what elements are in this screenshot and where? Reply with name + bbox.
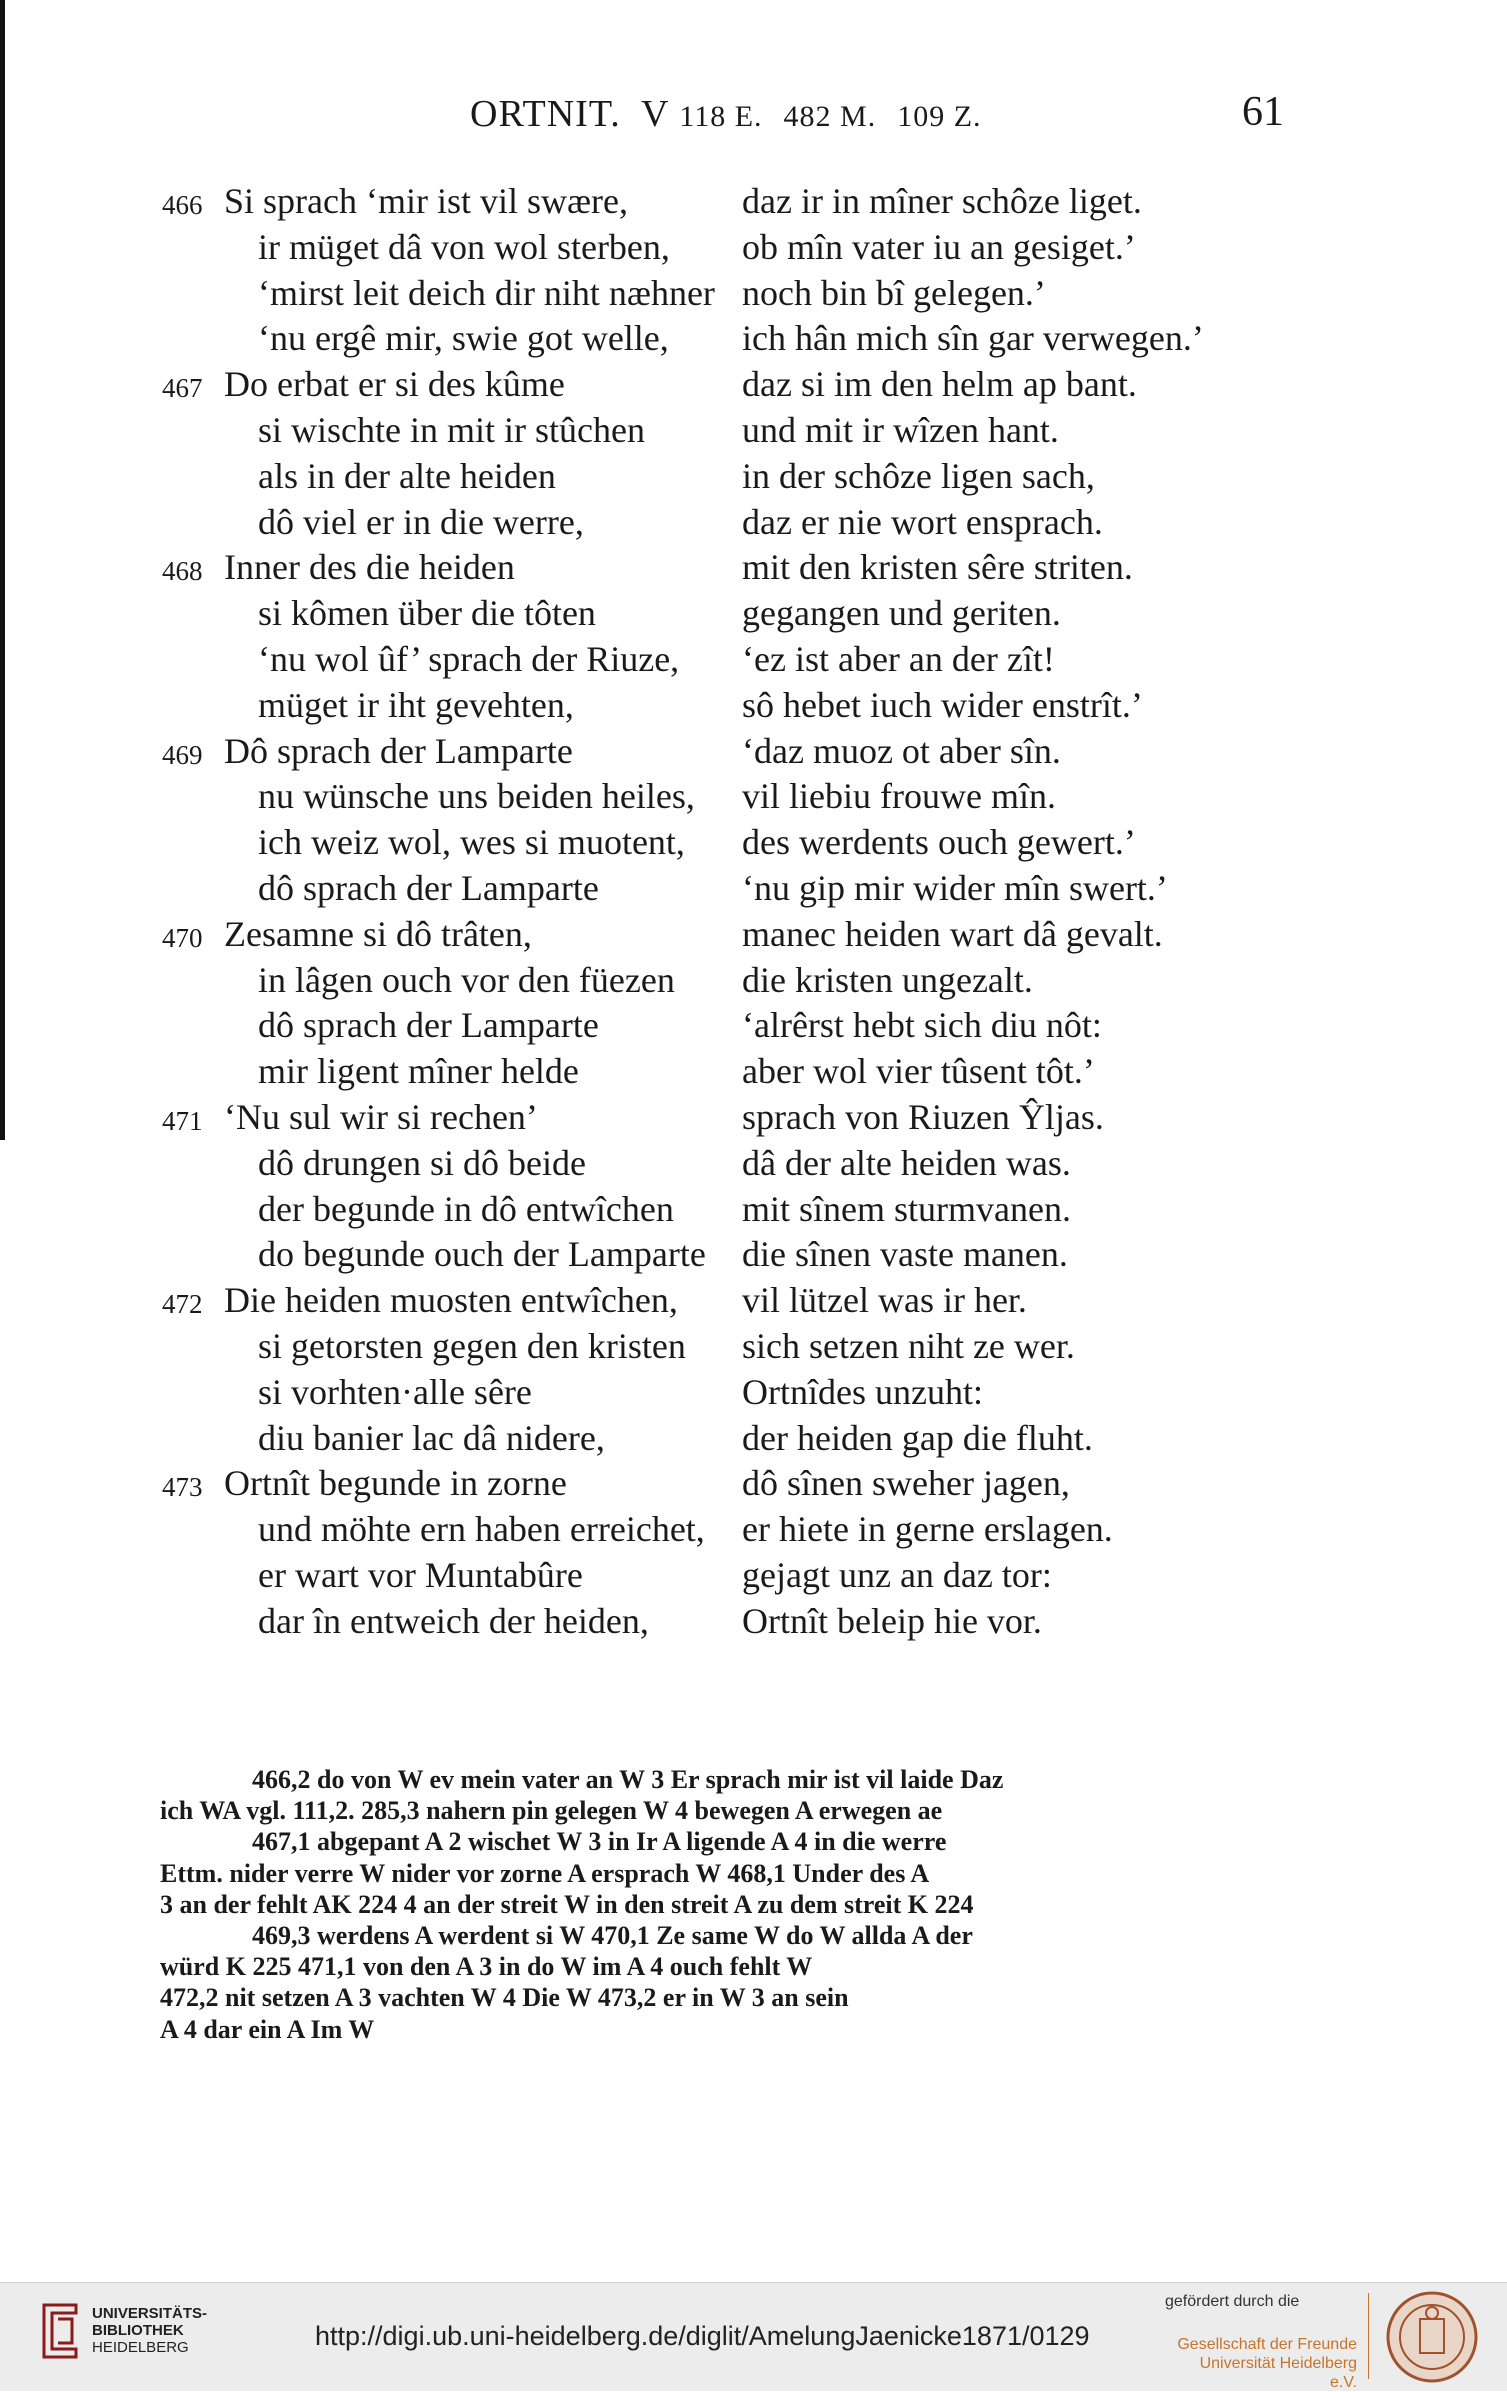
verse-second-half: in der schôze ligen sach, [742,455,1095,496]
stanza-number: 466 [162,190,203,220]
verse-line [0,1460,1507,1506]
library-name-line1: UNIVERSITÄTS- [92,2305,208,2322]
verse-line [0,682,1507,728]
apparatus-line: 467,1 abgepant A 2 wischet W 3 in Ir A ligende A 4 in die werre [252,1827,947,1857]
verse-first-half: ‘nu wol ûf’ sprach der Riuze, [258,638,680,679]
verse-first-half: in lâgen ouch vor den füezen [258,959,675,1000]
verse-second-half: ‘daz muoz ot aber sîn. [742,730,1061,771]
verse-line [0,1277,1507,1323]
apparatus-line: ich WA vgl. 111,2. 285,3 nahern pin gelegen W 4 bewegen A erwegen ae [160,1796,943,1826]
verse-line [0,1415,1507,1461]
library-logo-icon [38,2301,82,2361]
verse-second-half: daz ir in mîner schôze liget. [742,181,1142,221]
apparatus-line: würd K 225 471,1 von den A 3 in do W im A 4 ouch fehlt W [160,1952,813,1982]
stanza-number: 470 [162,922,203,953]
verse-line [0,1323,1507,1369]
verse-first-half: si kômen über die tôten [258,593,596,634]
verse-first-half: si wischte in mit ir stûchen [258,409,645,450]
verse-first-half: Zesamne si dô trâten, [224,913,532,954]
verse-second-half: aber wol vier tûsent tôt.’ [742,1051,1095,1092]
verse-second-half: sich setzen niht ze wer. [742,1325,1075,1366]
verse-second-half: der heiden gap die fluht. [742,1417,1093,1458]
verse-line [0,1506,1507,1552]
stanza-number: 468 [162,556,203,587]
apparatus-line: Ettm. nider verre W nider vor zorne A ersprach W 468,1 Under des A [160,1858,930,1888]
verse-block [0,178,1507,1644]
apparatus-line: 469,3 werdens A werdent si W 470,1 Ze same W do W allda A der [252,1921,973,1951]
verse-first-half: dô sprach der Lamparte [258,1005,599,1046]
verse-line [0,911,1507,957]
library-name-line2: BIBLIOTHEK [92,2322,184,2339]
verse-first-half: Die heiden muosten entwîchen, [224,1280,678,1321]
verse-line [0,453,1507,499]
verse-second-half: und mit ir wîzen hant. [742,409,1059,450]
verse-second-half: noch bin bî gelegen.’ [742,272,1046,313]
ref-m: 482 M. [783,100,877,133]
verse-second-half: ‘nu gip mir wider mîn swert.’ [742,867,1168,908]
verse-line [0,590,1507,636]
verse-first-half: ich weiz wol, wes si muotent, [258,822,685,863]
ref-v: V [641,93,669,135]
verse-first-half: er wart vor Muntabûre [258,1554,583,1595]
verse-line [0,773,1507,819]
verse-first-half: Do erbat er si des kûme [224,364,565,405]
verse-line [0,1598,1507,1644]
verse-line [0,1552,1507,1598]
verse-line [0,178,1507,224]
sponsor-name-line2: Universität Heidelberg e.V. [1199,2355,1357,2391]
verse-line [0,1231,1507,1277]
verse-second-half: ‘ez ist aber an der zît! [742,638,1055,679]
verse-second-half: sprach von Riuzen Ŷljas. [742,1096,1104,1137]
stanza-number: 473 [162,1472,203,1503]
sponsor-divider [1368,2293,1369,2379]
ref-e: 118 E. [679,100,763,133]
verse-second-half: die sînen vaste manen. [742,1234,1068,1275]
verse-first-half: ‘nu ergê mir, swie got welle, [258,318,669,359]
permalink-link[interactable]: http://digi.ub.uni-heidelberg.de/diglit/AmelungJaenicke1871/0129 [315,2321,1090,2351]
verse-second-half: Ortnîdes unzuht: [742,1371,983,1412]
apparatus-line: 466,2 do von W ev mein vater an W 3 Er sprach mir ist vil laide Daz [252,1765,1004,1794]
apparatus-line: 472,2 nit setzen A 3 vachten W 4 Die W 473,2 er in W 3 an sein [160,1983,849,2013]
verse-first-half: der begunde in dô entwîchen [258,1188,674,1229]
verse-line [0,361,1507,407]
verse-first-half: Inner des die heiden [224,547,515,588]
digitization-footer [0,2282,1507,2391]
verse-first-half: ir müget dâ von wol sterben, [258,226,670,267]
verse-second-half: ob mîn vater iu an gesiget.’ [742,226,1136,267]
verse-first-half: diu banier lac dâ nidere, [258,1417,605,1458]
verse-line [0,636,1507,682]
verse-second-half: gegangen und geriten. [742,593,1061,634]
verse-second-half: die kristen ungezalt. [742,959,1033,1000]
verse-line [0,819,1507,865]
running-head [470,92,982,136]
verse-first-half: do begunde ouch der Lamparte [258,1234,706,1275]
verse-line [0,957,1507,1003]
verse-line [0,499,1507,545]
verse-second-half: ich hân mich sîn gar verwegen.’ [742,318,1204,359]
verse-first-half: dô sprach der Lamparte [258,867,599,908]
verse-second-half: vil liebiu frouwe mîn. [742,776,1056,817]
verse-first-half: und möhte ern haben erreichet, [258,1509,705,1550]
stanza-number: 472 [162,1289,203,1320]
verse-first-half: si vorhten·alle sêre [258,1371,532,1412]
verse-line [0,1002,1507,1048]
ref-z: 109 Z. [897,100,982,133]
verse-line [0,270,1507,316]
apparatus-line: 3 an der fehlt AK 224 4 an der streit W in den streit A zu dem streit K 224 [160,1889,974,1919]
verse-line [0,865,1507,911]
verse-first-half: dô drungen si dô beide [258,1142,586,1183]
verse-second-half: vil lützel was ir her. [742,1280,1027,1321]
verse-line [0,1186,1507,1232]
sponsor-name [1175,2335,1357,2392]
critical-apparatus [160,1764,1278,2045]
library-name-line3: HEIDELBERG [92,2339,189,2356]
verse-second-half: des werdents ouch gewert.’ [742,822,1136,863]
library-name [92,2305,207,2356]
verse-line [0,544,1507,590]
apparatus-line: A 4 dar ein A Im W [160,2014,375,2044]
verse-line [0,1369,1507,1415]
verse-first-half: Ortnît begunde in zorne [224,1463,567,1504]
verse-first-half: als in der alte heiden [258,455,556,496]
verse-second-half: dô sînen sweher jagen, [742,1463,1070,1504]
verse-line [0,224,1507,270]
verse-first-half: nu wünsche uns beiden heiles, [258,776,695,817]
verse-second-half: Ortnît beleip hie vor. [742,1600,1042,1641]
verse-second-half: mit sînem sturmvanen. [742,1188,1071,1229]
verse-first-half: si getorsten gegen den kristen [258,1325,686,1366]
sponsor-name-line1: Gesellschaft der Freunde [1177,2336,1357,2353]
work-title: ORTNIT. [470,93,621,135]
verse-second-half: manec heiden wart dâ gevalt. [742,913,1163,954]
verse-first-half: mir ligent mîner helde [258,1051,579,1092]
verse-first-half: ‘mirst leit deich dir niht næhner [258,272,715,313]
stanza-number: 471 [162,1105,203,1136]
verse-line [0,1048,1507,1094]
verse-second-half: sô hebet iuch wider enstrît.’ [742,684,1143,725]
verse-first-half: müget ir iht gevehten, [258,684,574,725]
verse-second-half: mit den kristen sêre striten. [742,547,1133,588]
stanza-number: 467 [162,373,203,404]
verse-second-half: gejagt unz an daz tor: [742,1554,1052,1595]
verse-second-half: dâ der alte heiden was. [742,1142,1071,1183]
verse-first-half: dar în entweich der heiden, [258,1600,649,1641]
verse-line [0,728,1507,774]
verse-line [0,315,1507,361]
university-seal-icon [1384,2289,1480,2385]
verse-first-half: ‘Nu sul wir si rechen’ [224,1096,538,1137]
verse-second-half: daz er nie wort ensprach. [742,501,1103,542]
verse-first-half: dô viel er in die werre, [258,501,584,542]
verse-line [0,407,1507,453]
verse-line [0,1094,1507,1140]
stanza-number: 469 [162,739,203,770]
verse-second-half: daz si im den helm ap bant. [742,364,1137,405]
sponsor-label: gefördert durch die [1165,2293,1300,2310]
page-number: 61 [1242,89,1284,135]
verse-second-half: ‘alrêrst hebt sich diu nôt: [742,1005,1102,1046]
verse-second-half: er hiete in gerne erslagen. [742,1509,1113,1550]
verse-line [0,1140,1507,1186]
verse-first-half: Dô sprach der Lamparte [224,730,573,771]
verse-first-half: Si sprach ‘mir ist vil swære, [224,181,628,221]
